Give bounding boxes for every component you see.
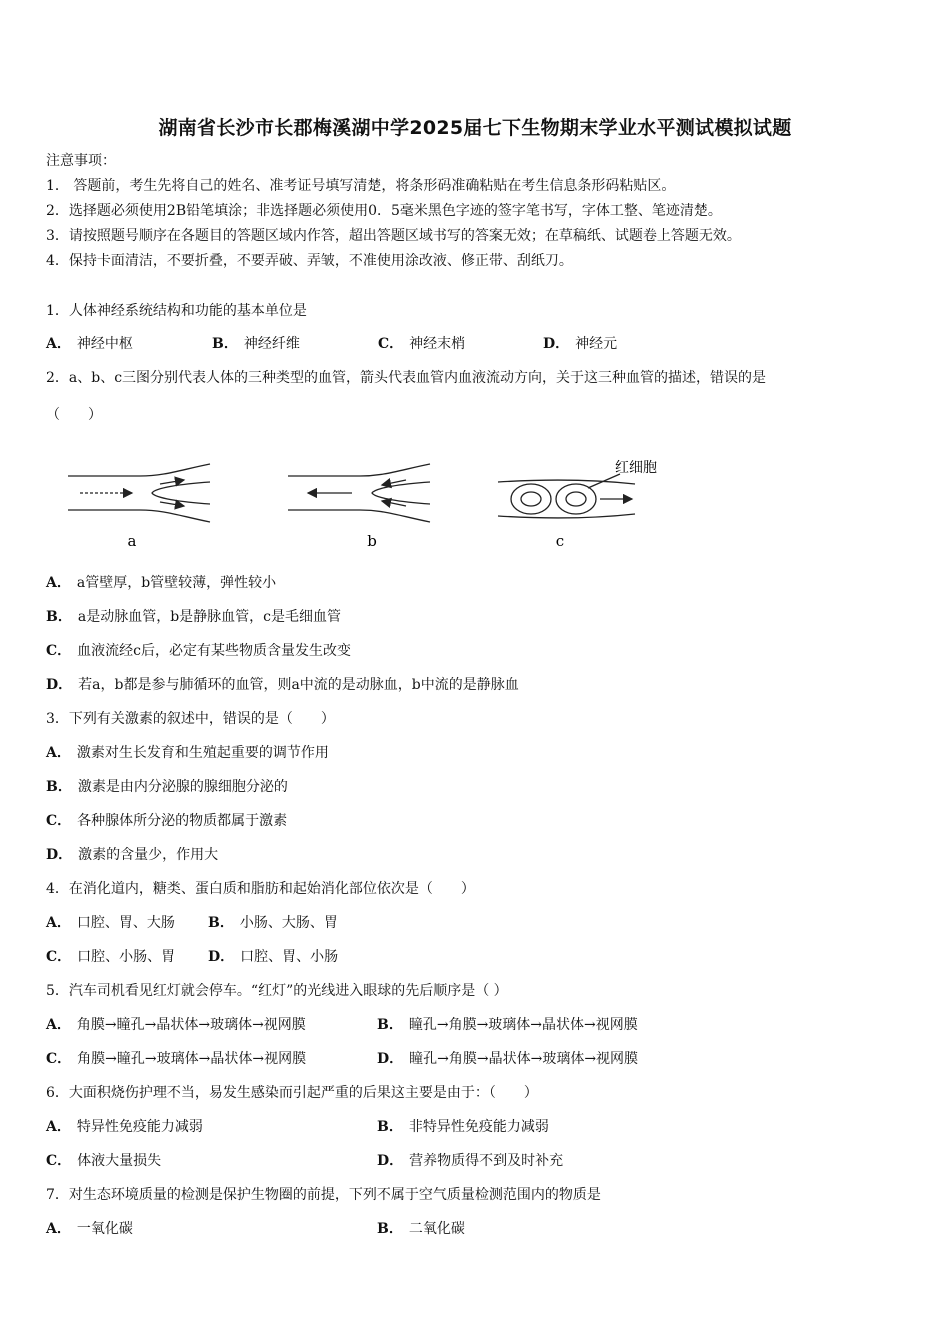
page-title: 湖南省长沙市长郡梅溪湖中学2025届七下生物期末学业水平测试模拟试题 [158,117,792,139]
option-a[interactable]: A． 特异性免疫能力减弱 [46,1119,203,1135]
option-b[interactable]: B． 激素是由内分泌腺的腺细胞分泌的 [46,779,288,795]
option-c[interactable]: C． 血液流经c后，必定有某些物质含量发生改变 [46,643,351,659]
option-b[interactable]: B． 瞳孔→角膜→玻璃体→晶状体→视网膜 [377,1017,638,1033]
notice-item: 1． 答题前，考生先将自己的姓名、准考证号填写清楚，将条形码准确粘贴在考生信息条形码粘贴区。 [46,178,676,194]
option-c[interactable]: C． 口腔、小肠、胃 [46,949,176,965]
rbc-label: 红细胞 [615,460,657,476]
option-a[interactable]: A． 激素对生长发育和生殖起重要的调节作用 [46,745,329,761]
option-a[interactable]: A． 神经中枢 [46,336,133,352]
option-b[interactable]: B． 二氧化碳 [377,1221,465,1237]
option-c[interactable]: C． 体液大量损失 [46,1153,162,1169]
option-b[interactable]: B． 非特异性免疫能力减弱 [377,1119,549,1135]
notice-item: 4．保持卡面清洁，不要折叠，不要弄破、弄皱，不准使用涂改液、修正带、刮纸刀。 [46,253,573,269]
question-stem: 1．人体神经系统结构和功能的基本单位是 [46,303,307,319]
question-stem: 5．汽车司机看见红灯就会停车。“红灯”的光线进入眼球的先后顺序是（ ） [46,983,508,999]
question-stem: 2．a、b、c三图分别代表人体的三种类型的血管，箭头代表血管内血液流动方向，关于这三种血管的描述，错误的是 [46,370,767,386]
option-b[interactable]: B． 小肠、大肠、胃 [208,915,338,931]
notice-item: 2．选择题必须使用2B铅笔填涂；非选择题必须使用0．5毫米黑色字迹的签字笔书写，字体工整、笔迹清楚。 [46,203,722,219]
notice-heading: 注意事项： [46,153,116,169]
label-c: c [555,532,565,550]
blood-vessel-figure [60,448,660,558]
question-stem: 3．下列有关激素的叙述中，错误的是（ ） [46,711,335,727]
label-b: b [367,532,377,550]
option-c[interactable]: C． 各种腺体所分泌的物质都属于激素 [46,813,288,829]
notice-item: 3．请按照题号顺序在各题目的答题区域内作答，超出答题区域书写的答案无效；在草稿纸、试题卷上答题无效。 [46,228,741,244]
vessel-a-diagram [68,464,210,522]
option-d[interactable]: D． 瞳孔→角膜→晶状体→玻璃体→视网膜 [377,1051,639,1067]
option-d[interactable]: D． 营养物质得不到及时补充 [377,1153,564,1169]
option-d[interactable]: D． 若a，b都是参与肺循环的血管，则a中流的是动脉血，b中流的是静脉血 [46,677,519,693]
question-stem: 7．对生态环境质量的检测是保护生物圈的前提，下列不属于空气质量检测范围内的物质是 [46,1187,601,1203]
question-stem: 6．大面积烧伤护理不当，易发生感染而引起严重的后果这主要是由于：（ ） [46,1085,538,1101]
option-c[interactable]: C． 神经末梢 [378,336,466,352]
label-a: a [127,532,137,550]
option-d[interactable]: D． 神经元 [543,336,618,352]
option-d[interactable]: D． 激素的含量少，作用大 [46,847,219,863]
vessel-b-diagram [288,464,430,522]
option-d[interactable]: D． 口腔、胃、小肠 [208,949,339,965]
vessel-c-diagram [498,474,635,518]
option-a[interactable]: A． 一氧化碳 [46,1221,133,1237]
option-b[interactable]: B． 神经纤维 [212,336,300,352]
option-a[interactable]: A． a管壁厚，b管壁较薄，弹性较小 [46,575,277,591]
option-b[interactable]: B． a是动脉血管，b是静脉血管，c是毛细血管 [46,609,341,625]
option-a[interactable]: A． 角膜→瞳孔→晶状体→玻璃体→视网膜 [46,1017,306,1033]
question-stem: 4．在消化道内，糖类、蛋白质和脂肪和起始消化部位依次是（ ） [46,881,475,897]
answer-blank: （ ） [46,407,102,423]
option-c[interactable]: C． 角膜→瞳孔→玻璃体→晶状体→视网膜 [46,1051,307,1067]
option-a[interactable]: A． 口腔、胃、大肠 [46,915,175,931]
